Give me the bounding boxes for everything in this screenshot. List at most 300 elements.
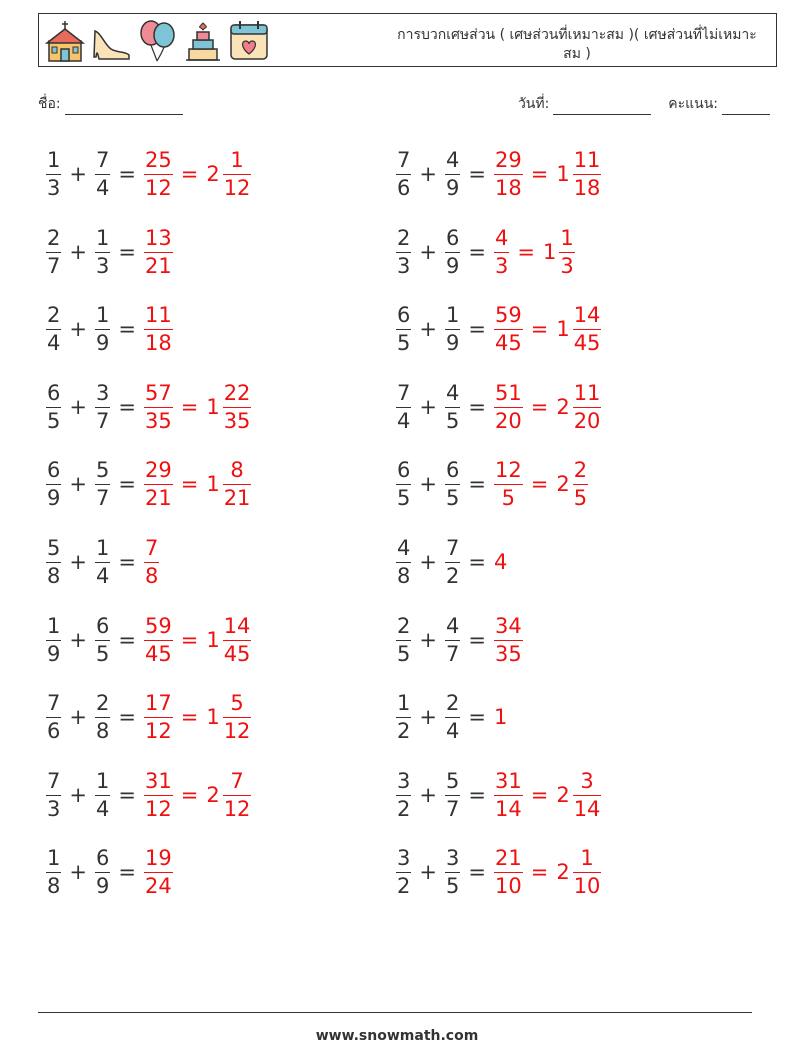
plus-sign: + <box>69 162 87 186</box>
answer <box>144 768 251 821</box>
addend-a <box>396 613 411 666</box>
equals-sign: = <box>468 783 486 807</box>
numerator: 22 <box>223 380 251 405</box>
problem <box>396 840 601 904</box>
numerator: 3 <box>445 845 460 870</box>
answer <box>144 380 251 433</box>
plus-sign: + <box>69 860 87 884</box>
problem <box>46 220 173 284</box>
denominator: 9 <box>445 253 460 278</box>
numerator: 21 <box>494 845 522 870</box>
numerator: 59 <box>494 302 522 327</box>
numerator: 1 <box>580 845 594 870</box>
addend-a <box>396 768 411 821</box>
addend-b <box>445 535 460 588</box>
numerator: 2 <box>47 302 61 327</box>
addend-a <box>396 380 411 433</box>
denominator: 6 <box>47 718 61 743</box>
addend-a <box>46 147 61 200</box>
addend-a <box>396 147 411 200</box>
answer <box>144 225 173 278</box>
denominator: 45 <box>144 641 172 666</box>
denominator: 8 <box>95 718 110 743</box>
denominator: 20 <box>494 408 522 433</box>
addend-b <box>445 302 460 355</box>
equals-sign: = <box>468 317 486 341</box>
numerator: 7 <box>397 147 411 172</box>
denominator: 4 <box>95 175 110 200</box>
numerator: 7 <box>47 690 61 715</box>
equals-sign: = <box>180 395 199 419</box>
wedding-cake-icon <box>183 19 223 63</box>
addend-b <box>445 380 460 433</box>
balloons-icon <box>137 19 177 63</box>
numerator: 59 <box>144 613 172 638</box>
numerator: 14 <box>573 302 601 327</box>
answer-fraction <box>144 845 173 898</box>
plus-sign: + <box>69 317 87 341</box>
equals-sign: = <box>468 472 486 496</box>
denominator: 9 <box>47 485 61 510</box>
denominator: 8 <box>144 563 159 588</box>
addend-b <box>445 768 460 821</box>
problem <box>46 763 251 827</box>
numerator: 6 <box>397 302 411 327</box>
numerator: 8 <box>230 457 244 482</box>
plus-sign: + <box>419 705 437 729</box>
numerator: 14 <box>223 613 251 638</box>
numerator: 7 <box>47 768 61 793</box>
denominator: 12 <box>223 796 251 821</box>
mixed-fraction <box>573 147 602 200</box>
denominator: 5 <box>95 641 110 666</box>
equals-sign: = <box>468 705 486 729</box>
equals-sign: = <box>180 705 199 729</box>
footer-divider <box>38 1012 752 1013</box>
denominator: 12 <box>144 796 172 821</box>
numerator: 29 <box>144 457 172 482</box>
numerator: 6 <box>95 613 110 638</box>
addend-b <box>95 768 110 821</box>
denominator: 45 <box>494 330 522 355</box>
date-blank[interactable] <box>553 100 651 115</box>
plus-sign: + <box>69 705 87 729</box>
numerator: 6 <box>95 845 110 870</box>
mixed-whole: 2 <box>556 472 570 496</box>
mixed-fraction <box>573 302 602 355</box>
numerator: 2 <box>573 457 588 482</box>
mixed-whole: 2 <box>556 860 570 884</box>
denominator: 18 <box>144 330 172 355</box>
plus-sign: + <box>69 395 87 419</box>
denominator: 18 <box>573 175 601 200</box>
answer-fraction <box>144 302 173 355</box>
answer-fraction <box>494 225 509 278</box>
plus-sign: + <box>419 317 437 341</box>
denominator: 18 <box>494 175 522 200</box>
numerator: 1 <box>47 613 61 638</box>
denominator: 9 <box>445 175 460 200</box>
mixed-whole: 2 <box>206 162 220 186</box>
answer <box>494 550 507 574</box>
plus-sign: + <box>419 395 437 419</box>
name-field <box>38 93 183 115</box>
denominator: 4 <box>397 408 411 433</box>
denominator: 21 <box>144 485 172 510</box>
answer-whole: 1 <box>493 705 508 729</box>
answer <box>494 147 601 200</box>
answer-fraction <box>494 613 523 666</box>
denominator: 7 <box>445 641 460 666</box>
numerator: 7 <box>445 535 460 560</box>
numerator: 29 <box>494 147 522 172</box>
numerator: 19 <box>144 845 172 870</box>
addend-b <box>445 147 460 200</box>
mixed-whole: 2 <box>556 395 570 419</box>
answer <box>144 613 251 666</box>
denominator: 14 <box>573 796 601 821</box>
answer-fraction <box>494 845 523 898</box>
answer <box>494 225 575 278</box>
denominator: 3 <box>560 253 574 278</box>
denominator: 5 <box>501 485 516 510</box>
denominator: 14 <box>494 796 522 821</box>
equals-sign: = <box>530 395 549 419</box>
mixed-fraction <box>559 225 574 278</box>
numerator: 1 <box>95 535 110 560</box>
answer-whole: 4 <box>493 550 508 574</box>
numerator: 7 <box>397 380 411 405</box>
equals-sign: = <box>118 550 136 574</box>
equals-sign: = <box>118 472 136 496</box>
numerator: 13 <box>144 225 172 250</box>
answer <box>144 302 173 355</box>
numerator: 34 <box>494 613 522 638</box>
mixed-fraction <box>223 380 252 433</box>
answer-fraction <box>494 380 523 433</box>
numerator: 1 <box>47 147 61 172</box>
mixed-whole: 1 <box>206 628 220 652</box>
numerator: 17 <box>144 690 172 715</box>
mixed-fraction <box>573 768 602 821</box>
answer <box>494 613 523 666</box>
equals-sign: = <box>468 628 486 652</box>
numerator: 7 <box>230 768 244 793</box>
numerator: 6 <box>397 457 411 482</box>
denominator: 5 <box>445 485 460 510</box>
addend-a <box>46 302 61 355</box>
denominator: 21 <box>144 253 172 278</box>
problem <box>46 452 251 516</box>
answer-fraction <box>144 380 173 433</box>
numerator: 12 <box>494 457 522 482</box>
equals-sign: = <box>468 395 486 419</box>
addend-a <box>46 613 61 666</box>
problem <box>46 685 251 749</box>
numerator: 2 <box>397 225 411 250</box>
numerator: 4 <box>494 225 509 250</box>
numerator: 5 <box>445 768 460 793</box>
numerator: 57 <box>144 380 172 405</box>
numerator: 1 <box>95 768 110 793</box>
mixed-fraction <box>573 457 588 510</box>
answer-fraction <box>494 768 523 821</box>
numerator: 31 <box>144 768 172 793</box>
name-blank[interactable] <box>65 100 183 115</box>
equals-sign: = <box>180 472 199 496</box>
numerator: 4 <box>445 380 460 405</box>
plus-sign: + <box>419 860 437 884</box>
denominator: 7 <box>445 796 460 821</box>
equals-sign: = <box>468 162 486 186</box>
addend-a <box>396 535 411 588</box>
denominator: 5 <box>445 873 460 898</box>
equals-sign: = <box>180 162 199 186</box>
equals-sign: = <box>530 860 549 884</box>
plus-sign: + <box>69 628 87 652</box>
numerator: 11 <box>144 302 172 327</box>
equals-sign: = <box>530 162 549 186</box>
denominator: 35 <box>494 641 522 666</box>
denominator: 9 <box>47 641 61 666</box>
numerator: 4 <box>445 613 460 638</box>
problem <box>396 375 601 439</box>
mixed-whole: 1 <box>206 395 220 419</box>
denominator: 35 <box>144 408 172 433</box>
denominator: 10 <box>494 873 522 898</box>
denominator: 8 <box>47 873 61 898</box>
numerator: 6 <box>47 380 61 405</box>
addend-a <box>396 845 411 898</box>
addend-b <box>95 380 110 433</box>
problem <box>396 530 507 594</box>
numerator: 5 <box>230 690 244 715</box>
answer-fraction <box>144 613 173 666</box>
denominator: 20 <box>573 408 601 433</box>
numerator: 25 <box>144 147 172 172</box>
numerator: 6 <box>445 225 460 250</box>
addend-a <box>46 768 61 821</box>
numerator: 4 <box>445 147 460 172</box>
mixed-fraction <box>223 768 252 821</box>
numerator: 7 <box>144 535 159 560</box>
equals-sign: = <box>468 550 486 574</box>
problem <box>46 608 251 672</box>
denominator: 2 <box>397 718 411 743</box>
addend-a <box>396 457 411 510</box>
addend-b <box>95 845 110 898</box>
denominator: 8 <box>47 563 61 588</box>
plus-sign: + <box>69 550 87 574</box>
addend-a <box>396 690 411 743</box>
answer <box>494 705 507 729</box>
problem <box>396 685 507 749</box>
answer <box>494 768 601 821</box>
denominator: 2 <box>445 563 460 588</box>
addend-b <box>445 613 460 666</box>
mixed-whole: 1 <box>556 162 570 186</box>
numerator: 11 <box>573 147 601 172</box>
answer <box>494 457 588 510</box>
addend-b <box>95 147 110 200</box>
denominator: 21 <box>223 485 251 510</box>
problem <box>396 297 601 361</box>
denominator: 12 <box>223 718 251 743</box>
answer-fraction <box>144 768 173 821</box>
mixed-fraction <box>573 845 602 898</box>
denominator: 3 <box>397 253 411 278</box>
denominator: 6 <box>397 175 411 200</box>
answer-fraction <box>494 302 523 355</box>
problem <box>396 763 601 827</box>
numerator: 1 <box>445 302 460 327</box>
denominator: 2 <box>397 796 411 821</box>
answer-fraction <box>144 225 173 278</box>
church-icon <box>45 19 85 63</box>
denominator: 9 <box>95 873 110 898</box>
numerator: 6 <box>445 457 460 482</box>
denominator: 9 <box>95 330 110 355</box>
equals-sign: = <box>118 240 136 264</box>
numerator: 1 <box>230 147 244 172</box>
addend-b <box>95 457 110 510</box>
equals-sign: = <box>118 860 136 884</box>
worksheet-header <box>38 13 777 67</box>
date-score-fields <box>518 93 770 115</box>
answer <box>144 845 173 898</box>
denominator: 3 <box>47 796 61 821</box>
addend-b <box>445 225 460 278</box>
numerator: 3 <box>95 380 110 405</box>
equals-sign: = <box>180 783 199 807</box>
answer <box>144 457 251 510</box>
equals-sign: = <box>530 472 549 496</box>
denominator: 5 <box>573 485 588 510</box>
mixed-whole: 1 <box>542 240 557 264</box>
denominator: 12 <box>223 175 251 200</box>
addend-a <box>396 225 411 278</box>
answer <box>494 302 601 355</box>
addend-a <box>396 302 411 355</box>
date-label: วันที่: <box>517 96 550 112</box>
denominator: 9 <box>445 330 460 355</box>
equals-sign: = <box>468 240 486 264</box>
addend-a <box>46 380 61 433</box>
numerator: 1 <box>95 302 110 327</box>
plus-sign: + <box>69 472 87 496</box>
equals-sign: = <box>530 317 549 341</box>
numerator: 51 <box>494 380 522 405</box>
equals-sign: = <box>118 395 136 419</box>
addend-b <box>95 535 110 588</box>
numerator: 3 <box>397 768 411 793</box>
problem <box>396 220 575 284</box>
plus-sign: + <box>69 240 87 264</box>
mixed-fraction <box>223 690 252 743</box>
answer-fraction <box>144 147 173 200</box>
numerator: 31 <box>494 768 522 793</box>
problem <box>46 142 251 206</box>
problem <box>396 142 601 206</box>
problem <box>396 452 588 516</box>
equals-sign: = <box>517 240 535 264</box>
equals-sign: = <box>180 628 199 652</box>
mixed-whole: 1 <box>206 705 220 729</box>
mixed-whole: 2 <box>556 783 570 807</box>
denominator: 10 <box>573 873 601 898</box>
equals-sign: = <box>530 783 549 807</box>
denominator: 3 <box>494 253 509 278</box>
denominator: 4 <box>95 563 110 588</box>
addend-b <box>95 613 110 666</box>
denominator: 8 <box>397 563 411 588</box>
plus-sign: + <box>419 240 437 264</box>
equals-sign: = <box>118 628 136 652</box>
plus-sign: + <box>419 472 437 496</box>
denominator: 7 <box>95 408 110 433</box>
mixed-whole: 2 <box>206 783 220 807</box>
addend-b <box>95 225 110 278</box>
equals-sign: = <box>118 783 136 807</box>
answer-fraction <box>494 457 523 510</box>
answer <box>494 845 601 898</box>
numerator: 3 <box>397 845 411 870</box>
denominator: 12 <box>144 718 172 743</box>
denominator: 2 <box>397 873 411 898</box>
denominator: 5 <box>397 641 411 666</box>
denominator: 12 <box>144 175 172 200</box>
addend-a <box>46 845 61 898</box>
equals-sign: = <box>118 162 136 186</box>
mixed-fraction <box>223 613 252 666</box>
answer <box>494 380 601 433</box>
numerator: 3 <box>580 768 594 793</box>
score-blank[interactable] <box>722 100 770 115</box>
denominator: 4 <box>445 718 460 743</box>
plus-sign: + <box>419 628 437 652</box>
numerator: 2 <box>47 225 61 250</box>
denominator: 4 <box>95 796 110 821</box>
denominator: 3 <box>47 175 61 200</box>
denominator: 5 <box>397 330 411 355</box>
numerator: 1 <box>95 225 110 250</box>
denominator: 5 <box>47 408 61 433</box>
numerator: 4 <box>397 535 411 560</box>
addend-b <box>95 690 110 743</box>
answer-fraction <box>144 690 173 743</box>
answer-fraction <box>144 457 173 510</box>
header-icons <box>45 19 269 63</box>
numerator: 6 <box>47 457 61 482</box>
denominator: 45 <box>223 641 251 666</box>
equals-sign: = <box>118 317 136 341</box>
calendar-heart-icon <box>229 19 269 63</box>
denominator: 7 <box>95 485 110 510</box>
addend-a <box>46 457 61 510</box>
addend-a <box>46 690 61 743</box>
addend-a <box>46 225 61 278</box>
denominator: 3 <box>95 253 110 278</box>
problem <box>46 840 173 904</box>
score-label: คะแนน: <box>668 96 718 112</box>
numerator: 2 <box>445 690 460 715</box>
answer <box>144 147 251 200</box>
mixed-fraction <box>223 457 252 510</box>
addend-b <box>95 302 110 355</box>
denominator: 5 <box>397 485 411 510</box>
equals-sign: = <box>118 705 136 729</box>
denominator: 45 <box>573 330 601 355</box>
